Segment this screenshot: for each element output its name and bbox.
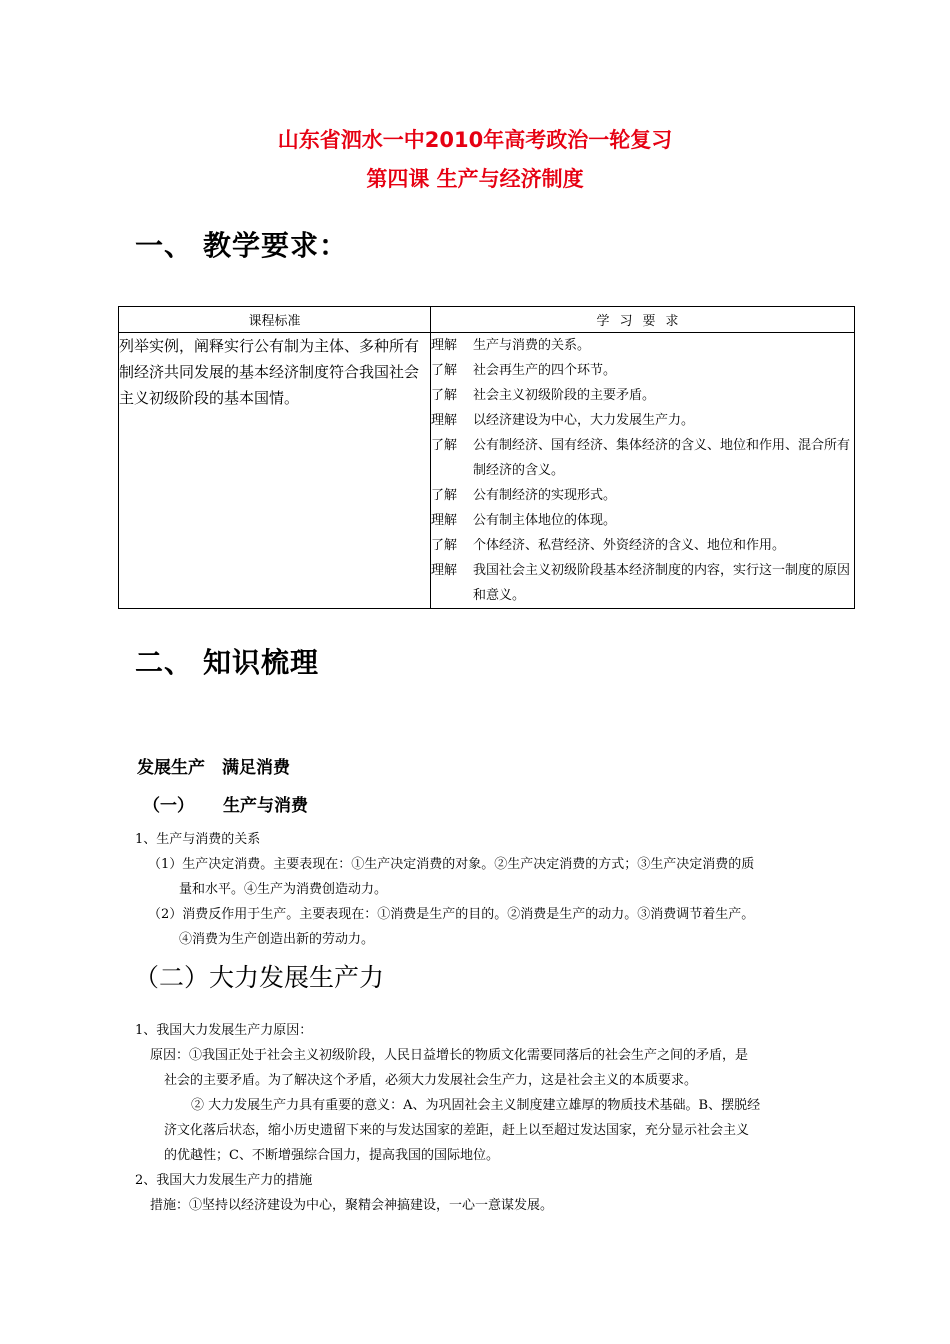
requirement-level: 理解	[431, 413, 458, 428]
requirement-text: 公有制主体地位的体现。	[473, 513, 617, 528]
requirement-text: 公有制经济的实现形式。	[473, 488, 617, 503]
table-header-row	[119, 307, 855, 333]
requirement-item	[431, 408, 854, 433]
requirement-level: 了解	[431, 388, 458, 403]
requirement-text: 以经济建设为中心，大力发展生产力。	[473, 413, 695, 428]
document-title: 山东省泗水一中2010年高考政治一轮复习	[277, 128, 673, 152]
requirement-item	[431, 333, 854, 358]
column-header-standard: 课程标准	[119, 307, 431, 333]
requirement-level: 理解	[431, 513, 458, 528]
paragraph-line: 济文化落后状态，缩小历史遗留下来的与发达国家的差距，赶上以至超过发达国家，充分显示社会主义	[164, 1123, 750, 1138]
requirements-table	[118, 306, 855, 609]
requirement-item	[431, 483, 854, 508]
table-row	[119, 333, 855, 609]
topic-heading: 发展生产 满足消费	[137, 758, 290, 778]
requirement-text: 生产与消费的关系。	[473, 338, 591, 353]
requirement-text: 社会主义初级阶段的主要矛盾。	[473, 388, 656, 403]
paragraph-line: 的优越性；C、不断增强综合国力，提高我国的国际地位。	[164, 1148, 499, 1163]
requirement-text: 公有制经济、国有经济、集体经济的含义、地位和作用、混合所有制经济的含义。	[473, 438, 851, 478]
requirement-item	[431, 383, 854, 408]
requirement-level: 了解	[431, 438, 458, 453]
paragraph-line: ④消费为生产创造出新的劳动力。	[179, 932, 375, 947]
paragraph-heading: 1、生产与消费的关系	[135, 832, 261, 847]
curriculum-standard-cell: 列举实例，阐释实行公有制为主体、多种所有制经济共同发展的基本经济制度符合我国社会主义初级阶段的基本国情。	[119, 333, 431, 609]
section-number: 二、	[135, 646, 194, 679]
requirement-item	[431, 358, 854, 383]
requirement-item	[431, 508, 854, 533]
subsection-title: 生产与消费	[223, 796, 308, 816]
section-title: 知识梳理	[203, 646, 320, 679]
subsection-number: （一）	[143, 796, 194, 816]
paragraph-heading: 2、我国大力发展生产力的措施	[135, 1173, 313, 1188]
requirement-level: 了解	[431, 363, 458, 378]
lesson-title: 第四课 生产与经济制度	[366, 167, 584, 191]
requirement-item	[431, 533, 854, 558]
section-number: 一、	[135, 229, 194, 262]
paragraph-line: ② 大力发展生产力具有重要的意义：A、为巩固社会主义制度建立雄厚的物质技术基础。B、摆脱经	[191, 1098, 761, 1113]
requirement-level: 理解	[431, 338, 458, 353]
section-heading-knowledge	[135, 641, 319, 681]
paragraph-line: 量和水平。④生产为消费创造动力。	[179, 882, 388, 897]
column-header-requirements: 学习要求	[431, 307, 855, 333]
requirement-text: 我国社会主义初级阶段基本经济制度的内容，实行这一制度的原因和意义。	[473, 563, 851, 603]
paragraph-line: 原因：①我国正处于社会主义初级阶段，人民日益增长的物质文化需要同落后的社会生产之间的矛盾，是	[150, 1048, 749, 1063]
subsection-heading-production-consumption	[143, 791, 308, 816]
requirement-text: 社会再生产的四个环节。	[473, 363, 617, 378]
paragraph-line: 社会的主要矛盾。为了解决这个矛盾，必须大力发展社会生产力，这是社会主义的本质要求。	[164, 1073, 698, 1088]
section-heading-teaching-requirements	[135, 224, 348, 264]
requirement-text: 个体经济、私营经济、外资经济的含义、地位和作用。	[473, 538, 786, 553]
paragraph-line: （1）生产决定消费。主要表现在：①生产决定消费的对象。②生产决定消费的方式；③生产决定消费的质	[148, 857, 755, 872]
requirement-level: 了解	[431, 538, 458, 553]
requirement-level: 了解	[431, 488, 458, 503]
requirement-item	[431, 433, 854, 483]
paragraph-line: （2）消费反作用于生产。主要表现在：①消费是生产的目的。②消费是生产的动力。③消费调节着生产。	[148, 907, 755, 922]
requirements-cell	[431, 333, 855, 609]
section-title: 教学要求：	[203, 229, 349, 262]
paragraph-heading: 1、我国大力发展生产力原因：	[135, 1023, 313, 1038]
requirement-item	[431, 558, 854, 608]
paragraph-line: 措施：①坚持以经济建设为中心，聚精会神搞建设，一心一意谋发展。	[150, 1198, 554, 1213]
requirement-level: 理解	[431, 563, 458, 578]
subsection-heading-productivity: （二）大力发展生产力	[134, 963, 385, 992]
